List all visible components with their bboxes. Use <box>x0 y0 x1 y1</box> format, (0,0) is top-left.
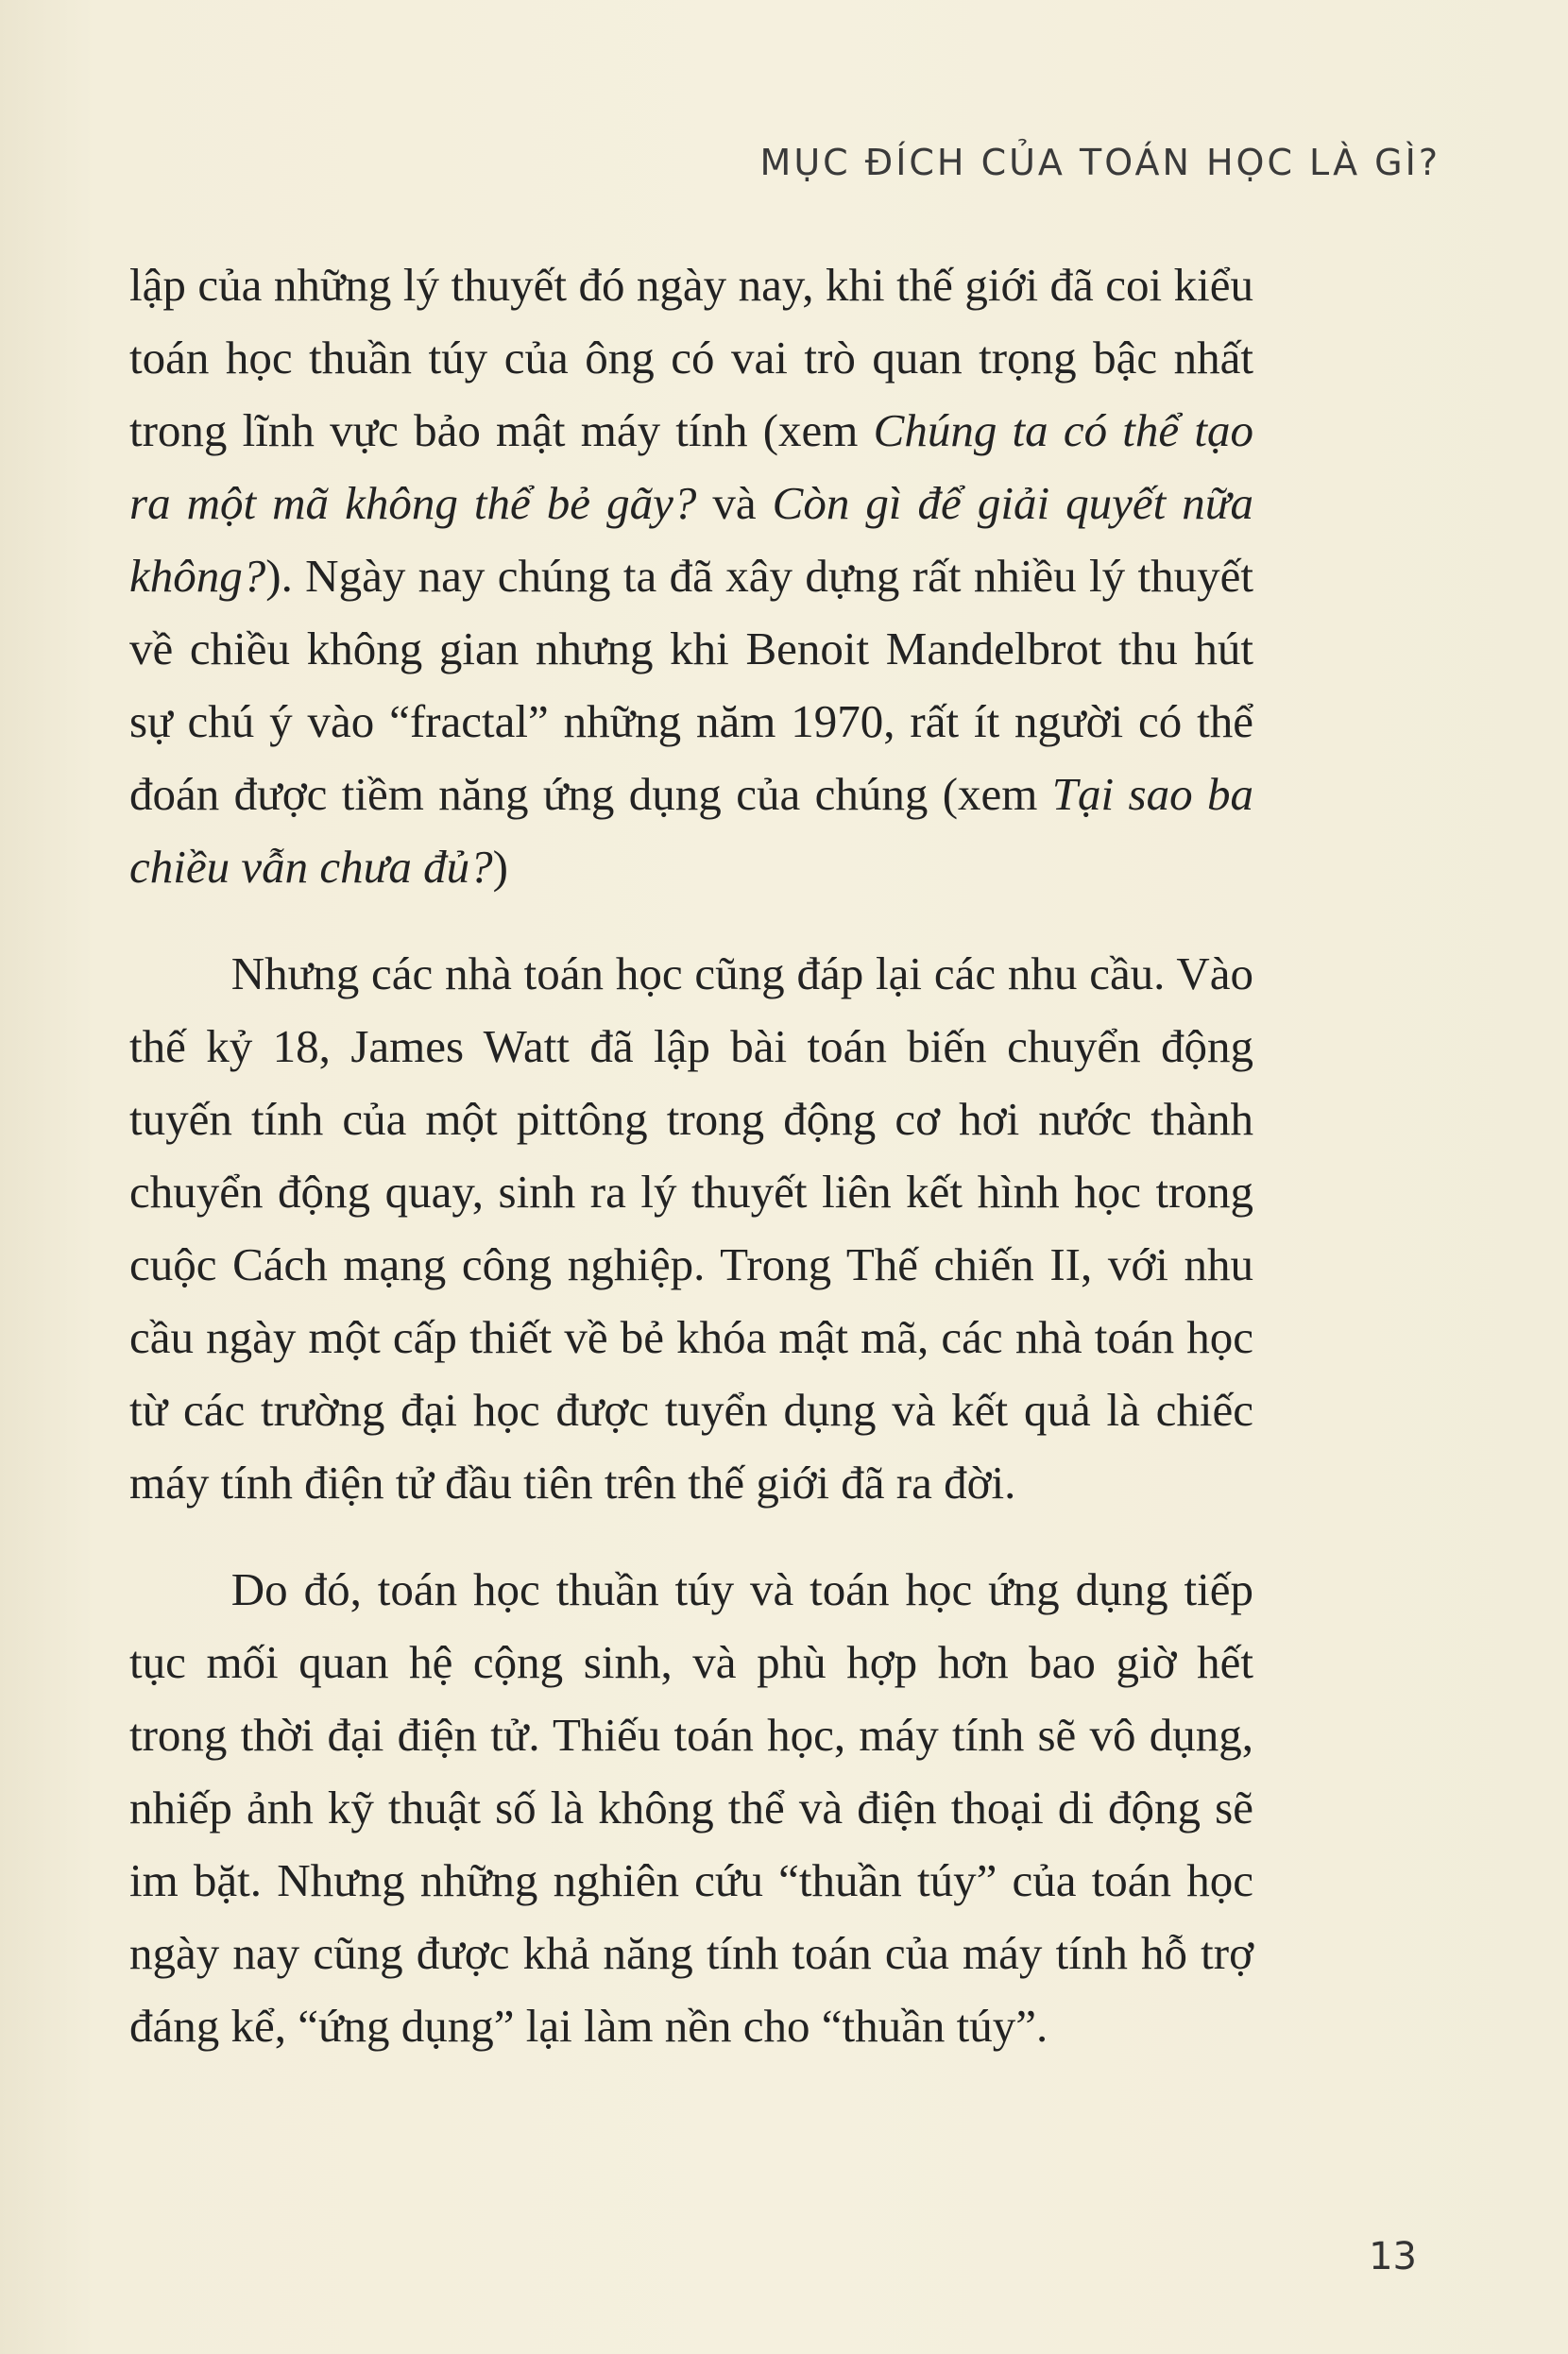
paragraph-2: Nhưng các nhà toán học cũng đáp lại các nhu cầu. Vào thế kỷ 18, James Watt đã lập bài toán biến chuyển động tuyến tính của một pittông trong động cơ hơi nước thành chuyển động quay, sinh ra lý thuyết liên kết hình học trong cuộc Cách mạng công nghiệp. Trong Thế chiến II, với nhu cầu ngày một cấp thiết về bẻ khóa mật mã, các nhà toán học từ các trường đại học được tuyển dụng và kết quả là chiếc máy tính điện tử đầu tiên trên thế giới đã ra đời. <box>129 947 1253 1509</box>
running-header: MỤC ĐÍCH CỦA TOÁN HỌC LÀ GÌ? <box>759 142 1440 183</box>
paragraph-1-text-b: và <box>696 477 773 529</box>
paragraph-1-text-d: ) <box>492 841 508 893</box>
paragraph-1-text-a: lập của những lý thuyết đó ngày nay, khi thế giới đã coi kiểu toán học thuần túy của ông có vai trò quan trọng bậc nhất trong lĩnh vực bảo mật máy tính (xem <box>129 259 1253 456</box>
page-number: 13 <box>1369 2235 1417 2278</box>
paragraph-3: Do đó, toán học thuần túy và toán học ứng dụng tiếp tục mối quan hệ cộng sinh, và phù hợp hơn bao giờ hết trong thời đại điện tử. Thiếu toán học, máy tính sẽ vô dụng, nhiếp ảnh kỹ thuật số là không thể và điện thoại di động sẽ im bặt. Nhưng những nghiên cứu “thuần túy” của toán học ngày nay cũng được khả năng tính toán của máy tính hỗ trợ đáng kể, “ứng dụng” lại làm nền cho “thuần túy”. <box>129 1563 1253 2052</box>
paragraph-1 <box>129 248 1253 903</box>
body-text <box>129 248 1253 2062</box>
cross-reference-anything-left-to-solve: Còn gì để giải quyết nữa không? <box>129 477 1253 602</box>
cross-reference-three-dimensions: Tại sao ba chiều vẫn chưa đủ? <box>129 768 1253 893</box>
cross-reference-unbreakable-code: Chúng ta có thể tạo ra một mã không thể bẻ gãy? <box>129 404 1253 529</box>
paragraph-1-text-c: ). Ngày nay chúng ta đã xây dựng rất nhiều lý thuyết về chiều không gian nhưng khi Benoit Mandelbrot thu hút sự chú ý vào “fractal” những năm 1970, rất ít người có thể đoán được tiềm năng ứng dụng của chúng (xem <box>129 550 1253 820</box>
